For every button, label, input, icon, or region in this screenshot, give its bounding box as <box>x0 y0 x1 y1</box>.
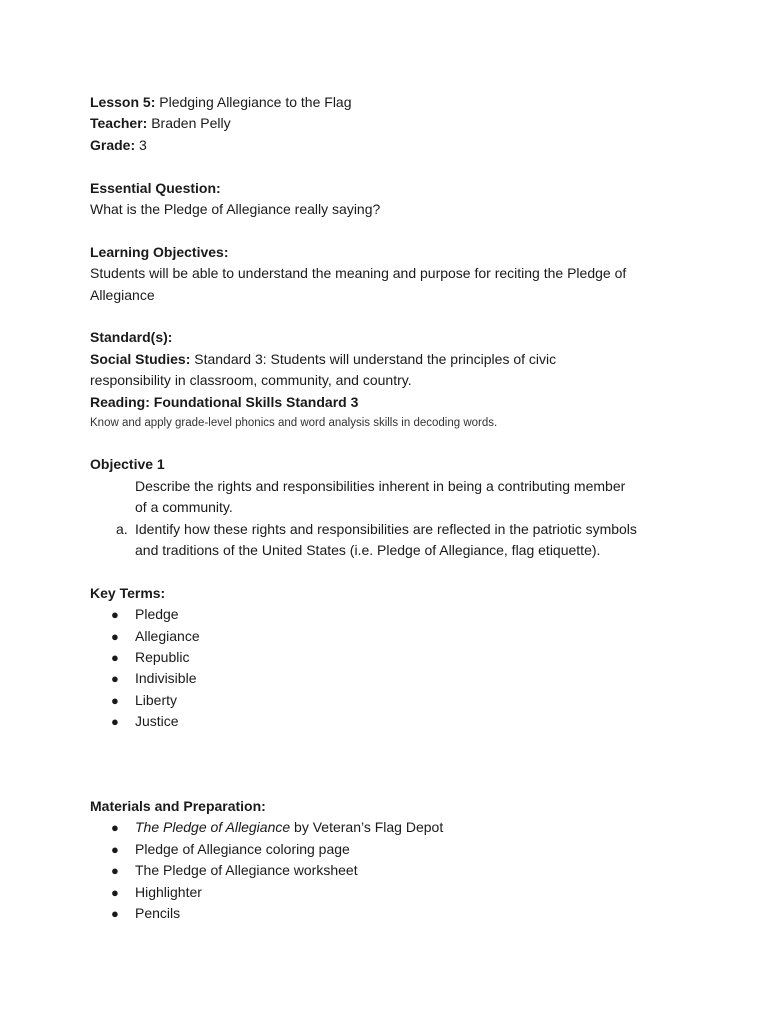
learning-objectives-text-line1: Students will be able to understand the meaning and purpose for reciting the Pledge of <box>90 265 627 282</box>
bullet-icon: ● <box>111 905 119 921</box>
social-studies-standard <box>90 349 690 370</box>
lesson-plan-document <box>90 92 690 924</box>
list-item <box>90 817 690 838</box>
spacer <box>90 220 690 241</box>
list-item <box>90 626 690 647</box>
objective-item-line2: and traditions of the United States (i.e. Pledge of Allegiance, flag etiquette). <box>135 542 601 559</box>
list-item <box>90 903 690 924</box>
material-item: Pencils <box>135 904 181 921</box>
list-item <box>90 647 690 668</box>
key-terms-list <box>90 604 690 732</box>
grade-value: 3 <box>139 136 147 153</box>
list-item <box>90 711 690 732</box>
key-term: Republic <box>135 649 190 666</box>
objective-intro-line1: Describe the rights and responsibilities inherent in being a contributing member <box>135 477 626 494</box>
teacher-line <box>90 113 690 134</box>
spacer <box>90 775 690 796</box>
material-item: Highlighter <box>135 883 202 900</box>
social-studies-text-line1: Standard 3: Students will understand the principles of civic <box>194 350 557 367</box>
bullet-icon: ● <box>111 671 119 687</box>
key-terms-heading: Key Terms: <box>90 584 166 601</box>
spacer <box>90 733 690 775</box>
materials-list <box>90 817 690 924</box>
spacer <box>90 561 690 582</box>
objective-heading: Objective 1 <box>90 456 165 473</box>
list-item <box>90 690 690 711</box>
grade-label: Grade: <box>90 136 136 153</box>
teacher-name: Braden Pelly <box>151 115 231 132</box>
key-term: Pledge <box>135 606 179 623</box>
reading-standard-text: Know and apply grade-level phonics and word analysis skills in decoding words. <box>90 417 498 430</box>
bullet-icon: ● <box>111 607 119 623</box>
objective-item-line1: Identify how these rights and responsibilities are reflected in the patriotic symbols <box>135 520 637 537</box>
key-term: Justice <box>135 713 179 730</box>
bullet-icon: ● <box>111 628 119 644</box>
objective-intro-line2: of a community. <box>135 499 233 516</box>
learning-objectives-text-line2: Allegiance <box>90 286 155 303</box>
lesson-label: Lesson 5: <box>90 94 156 110</box>
social-studies-label: Social Studies: <box>90 350 191 367</box>
bullet-icon: ● <box>111 841 119 857</box>
social-studies-text-line2: responsibility in classroom, community, and country. <box>90 372 412 389</box>
objective-intro <box>90 476 680 519</box>
spacer <box>90 306 690 327</box>
material-item: Pledge of Allegiance coloring page <box>135 840 350 857</box>
learning-objectives-heading: Learning Objectives: <box>90 243 229 260</box>
bullet-icon: ● <box>111 650 119 666</box>
bullet-icon: ● <box>111 884 119 900</box>
bullet-icon: ● <box>111 863 119 879</box>
essential-question-text: What is the Pledge of Allegiance really saying? <box>90 201 381 218</box>
list-item <box>90 604 690 625</box>
list-marker: a. <box>116 520 128 537</box>
lesson-title: Pledging Allegiance to the Flag <box>159 94 352 110</box>
list-item <box>90 882 690 903</box>
grade-line <box>90 135 690 156</box>
materials-heading: Materials and Preparation: <box>90 798 266 814</box>
reading-standard-heading: Reading: Foundational Skills Standard 3 <box>90 393 359 410</box>
bullet-icon: ● <box>111 692 119 708</box>
standards-heading: Standard(s): <box>90 329 173 346</box>
bullet-icon: ● <box>111 820 119 836</box>
spacer <box>90 433 690 454</box>
bullet-icon: ● <box>111 714 119 730</box>
lesson-line <box>90 92 690 113</box>
key-term: Allegiance <box>135 627 200 644</box>
key-term: Liberty <box>135 691 178 708</box>
key-term: Indivisible <box>135 670 197 687</box>
list-item <box>90 860 690 881</box>
material-source: by Veteran’s Flag Depot <box>290 819 444 836</box>
objective-item-a <box>90 519 680 562</box>
spacer <box>90 156 690 177</box>
essential-question-heading: Essential Question: <box>90 179 221 196</box>
material-title: The Pledge of Allegiance <box>135 819 291 836</box>
material-item: The Pledge of Allegiance worksheet <box>135 862 358 879</box>
teacher-label: Teacher: <box>90 115 148 132</box>
list-item <box>90 839 690 860</box>
list-item <box>90 668 690 689</box>
